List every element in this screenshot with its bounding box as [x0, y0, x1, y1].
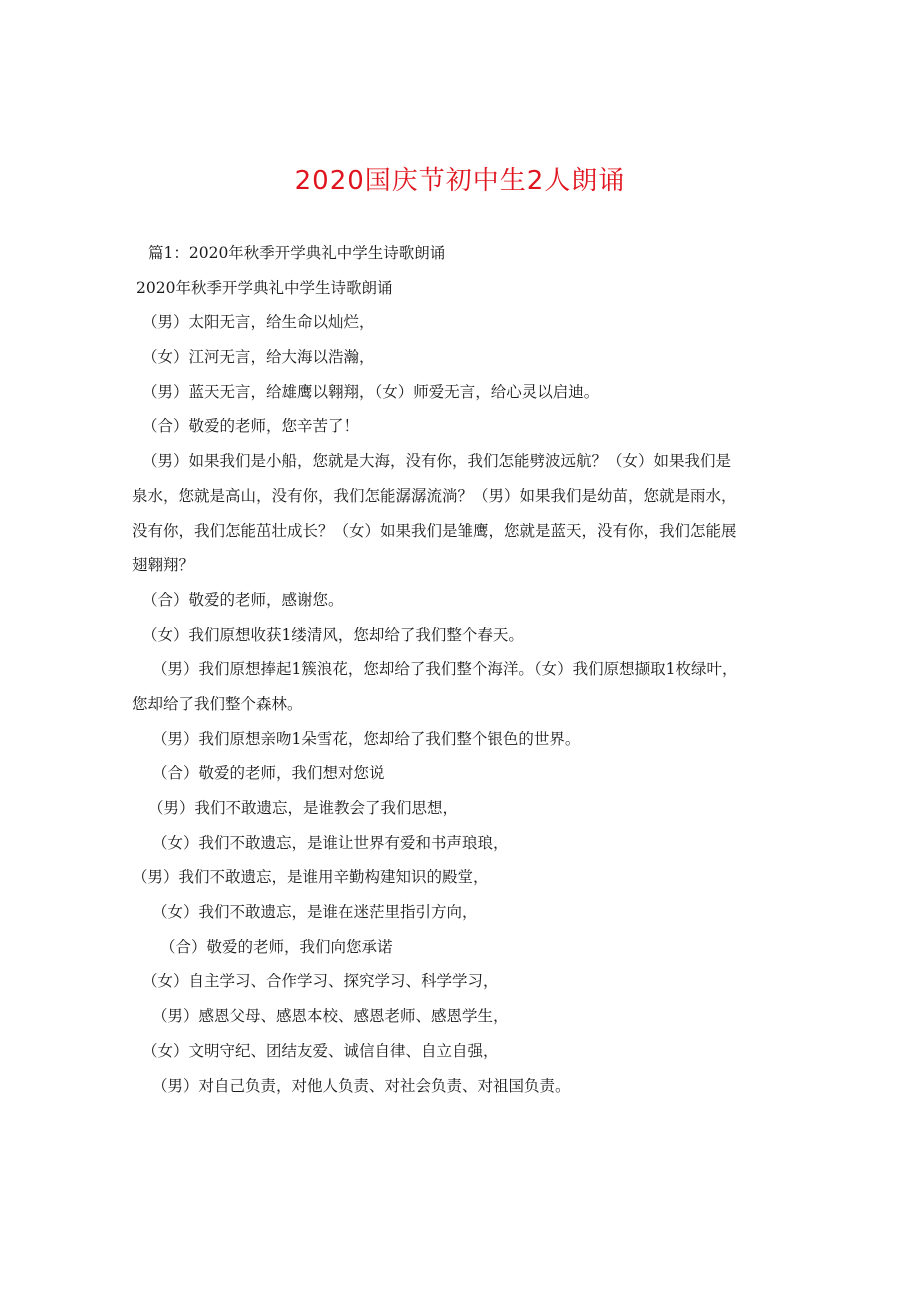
poem-line: （女）我们不敢遗忘，是谁让世界有爱和书声琅琅， [152, 833, 509, 852]
poem-line: （合）敬爱的老师，我们想对您说 [152, 764, 385, 783]
poem-line: （女）江河无言，给大海以浩瀚， [142, 348, 375, 367]
poem-line: （合）敬爱的老师，您辛苦了！ [142, 417, 360, 436]
poem-line: （合）敬爱的老师，感谢您。 [142, 590, 344, 609]
poem-line: （女）我们不敢遗忘，是谁在迷茫里指引方向， [152, 903, 478, 922]
poem-line: （男）我们原想亲吻1朵雪花，您却给了我们整个银色的世界。 [152, 729, 581, 748]
poem-title: 2020年秋季开学典礼中学生诗歌朗诵 [136, 278, 393, 297]
poem-line: （女）我们原想收获1缕清风，您却给了我们整个春天。 [142, 625, 524, 644]
poem-line: （男）蓝天无言，给雄鹰以翱翔，（女）师爱无言，给心灵以启迪。 [142, 382, 600, 401]
poem-line: （男）如果我们是小船，您就是大海，没有你，我们怎能劈波远航？（女）如果我们是 [142, 452, 732, 471]
poem-line: （女）自主学习、合作学习、探究学习、科学学习， [142, 972, 499, 991]
poem-line: （合）敬爱的老师，我们向您承诺 [160, 937, 393, 956]
poem-line: （男）感恩父母、感恩本校、感恩老师、感恩学生， [152, 1007, 509, 1026]
poem-line: 没有你，我们怎能茁壮成长？（女）如果我们是雏鹰，您就是蓝天，没有你，我们怎能展 [132, 521, 737, 540]
poem-line: （男）太阳无言，给生命以灿烂， [142, 313, 375, 332]
poem-line: （男）我们原想捧起1簇浪花，您却给了我们整个海洋。（女）我们原想撷取1枚绿叶， [152, 660, 738, 679]
poem-line: （男）我们不敢遗忘，是谁用辛勤构建知识的殿堂， [132, 868, 489, 887]
section-heading: 篇1：2020年秋季开学典礼中学生诗歌朗诵 [148, 244, 446, 262]
poem-line: （女）文明守纪、团结友爱、诚信自律、自立自强， [142, 1041, 499, 1060]
poem-line: 翅翱翔？ [132, 556, 195, 575]
document-title: 2020国庆节初中生2人朗诵 [294, 166, 626, 196]
poem-line: 泉水，您就是高山，没有你，我们怎能潺潺流淌？（男）如果我们是幼苗，您就是雨水， [132, 486, 737, 505]
document-body [132, 236, 804, 1103]
poem-line: 您却给了我们整个森林。 [132, 694, 303, 713]
poem-line: （男）我们不敢遗忘，是谁教会了我们思想， [148, 799, 459, 817]
poem-line: （男）对自己负责，对他人负责、对社会负责、对祖国负责。 [152, 1076, 571, 1095]
